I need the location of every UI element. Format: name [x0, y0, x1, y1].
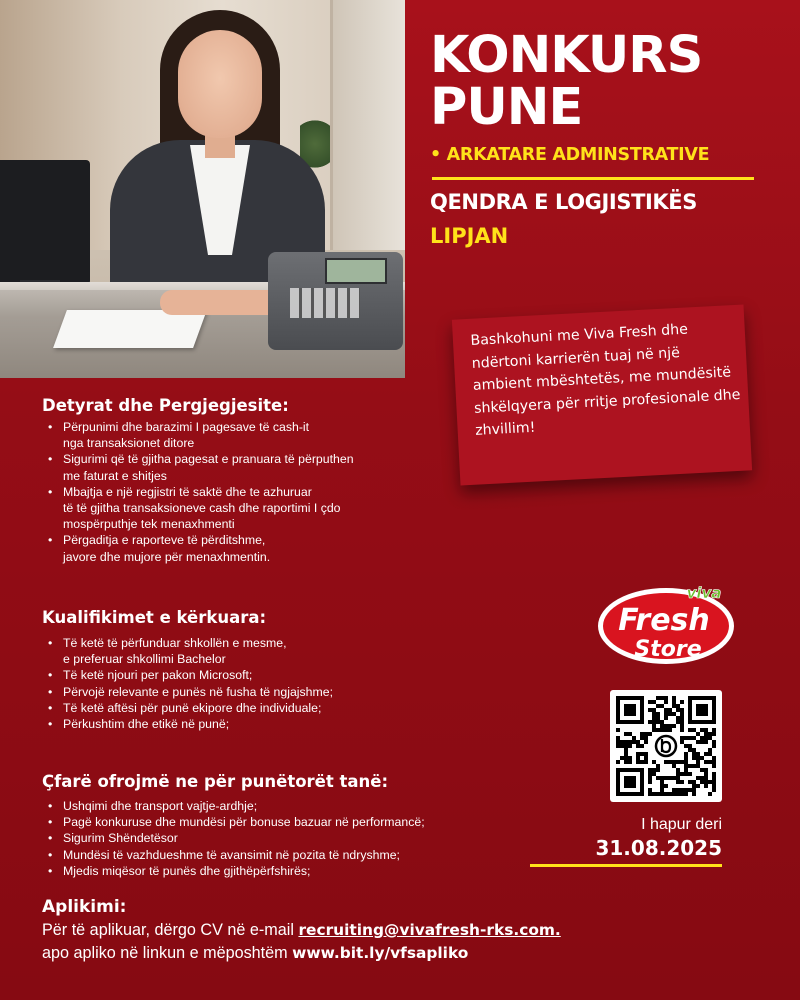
qr-module: [660, 728, 664, 732]
qr-module: [616, 744, 620, 748]
qr-module: [712, 756, 716, 760]
qr-module: [672, 792, 676, 796]
qr-module: [676, 788, 680, 792]
qr-module: [692, 784, 696, 788]
qr-module: [708, 792, 712, 796]
job-position: • ARKATARE ADMINSTRATIVE: [430, 145, 710, 165]
qr-module: [660, 780, 664, 784]
qr-module: [692, 728, 696, 732]
logo-text-fresh: Fresh: [618, 603, 710, 638]
qr-module: [636, 756, 640, 760]
qr-module: [660, 788, 664, 792]
deadline-date: 31.08.2025: [595, 836, 722, 860]
qr-module: [684, 760, 688, 764]
list-item: • Sigurim Shëndetësor: [46, 830, 466, 846]
list-item: • Mundësi të vazhdueshme të avansimit në pozita të ndryshme;: [46, 847, 466, 863]
qr-module: [692, 752, 696, 756]
qr-module: [708, 760, 712, 764]
qr-module: [696, 752, 700, 756]
qr-module: [676, 716, 680, 720]
qr-module: [700, 768, 704, 772]
qr-module: [636, 752, 640, 756]
qr-module: [688, 736, 692, 740]
qr-module: [624, 760, 628, 764]
qr-module: [712, 764, 716, 768]
logistics-center: QENDRA E LOGJISTIKËS: [430, 190, 697, 214]
qr-module: [680, 788, 684, 792]
qr-module: [656, 792, 660, 796]
qr-module: [624, 752, 628, 756]
qr-module: [628, 760, 632, 764]
qr-module: [676, 720, 680, 724]
qr-module: [648, 788, 652, 792]
qr-module: [644, 740, 648, 744]
qr-module: [704, 784, 708, 788]
qr-module: [648, 792, 652, 796]
qr-module: [668, 776, 672, 780]
qr-module: [668, 728, 672, 732]
qr-module: [680, 708, 684, 712]
qr-module: [648, 720, 652, 724]
qr-module: [656, 728, 660, 732]
qr-module: [664, 728, 668, 732]
qr-module: [680, 724, 684, 728]
qualifications-title: Kualifikimet e kërkuara:: [42, 608, 267, 627]
qr-module: [652, 708, 656, 712]
qr-module: [696, 760, 700, 764]
qr-module: [664, 712, 668, 716]
list-item: • Përvojë relevante e punës në fusha të ngjajshme;: [46, 684, 466, 700]
qr-module: [652, 700, 656, 704]
qr-module: [616, 760, 620, 764]
deadline-label: I hapur deri: [641, 816, 722, 833]
qr-module: [700, 728, 704, 732]
qr-module: [696, 764, 700, 768]
qr-module: [708, 732, 712, 736]
qr-module: [712, 728, 716, 732]
list-item: • Të ketë aftësi për punë ekipore dhe individuale;: [46, 700, 466, 716]
qr-module: [680, 712, 684, 716]
qr-module: [696, 732, 700, 736]
qr-module: [660, 792, 664, 796]
qr-module: [676, 780, 680, 784]
qr-module: [664, 792, 668, 796]
photo-monitor: [0, 160, 90, 285]
qr-module: [628, 756, 632, 760]
qr-module: [712, 788, 716, 792]
qr-module: [680, 760, 684, 764]
qr-module: [624, 748, 628, 752]
qr-module: [652, 760, 656, 764]
qr-module: [628, 732, 632, 736]
qr-module: [676, 772, 680, 776]
person-face: [178, 30, 262, 138]
qr-module: [656, 716, 660, 720]
qr-module: [644, 732, 648, 736]
qr-module: [676, 768, 680, 772]
qr-code[interactable]: [610, 690, 722, 802]
qr-module: [696, 776, 700, 780]
qr-module: [688, 744, 692, 748]
qr-module: [624, 740, 628, 744]
qr-module: [668, 760, 672, 764]
duties-title: Detyrat dhe Pergjegjesite:: [42, 396, 289, 415]
qr-module: [680, 728, 684, 732]
qr-module: [688, 748, 692, 752]
cash-register-keys: [290, 288, 360, 318]
apply-link-text: apo apliko në linkun e mëposhtëm: [42, 944, 293, 962]
qr-module: [712, 740, 716, 744]
qr-module: [708, 748, 712, 752]
qr-module: [640, 732, 644, 736]
logo-text-store: Store: [634, 637, 702, 662]
qr-module: [704, 768, 708, 772]
qr-module: [664, 696, 668, 700]
qr-module: [676, 792, 680, 796]
qr-module: [640, 736, 644, 740]
qr-module: [688, 728, 692, 732]
viva-fresh-store-logo: [594, 576, 738, 668]
email-link[interactable]: recruiting@vivafresh-rks.com.: [298, 921, 561, 939]
qr-module: [712, 732, 716, 736]
qr-module: [708, 780, 712, 784]
qr-module: [672, 776, 676, 780]
qr-module: [652, 728, 656, 732]
qr-module: [624, 732, 628, 736]
qr-module: [672, 788, 676, 792]
qr-module: [624, 756, 628, 760]
list-item: • Pagë konkuruse dhe mundësi për bonuse bazuar në performancë;: [46, 814, 466, 830]
qr-module: [660, 724, 664, 728]
qr-module: [648, 708, 652, 712]
qr-module: [652, 724, 656, 728]
qr-module: [712, 772, 716, 776]
qr-module: [684, 764, 688, 768]
logo-text-viva: viva: [686, 584, 722, 602]
qr-module: [656, 696, 660, 700]
qr-module: [652, 720, 656, 724]
qr-module: [624, 744, 628, 748]
qr-module: [616, 740, 620, 744]
qr-module: [636, 740, 640, 744]
qr-module: [684, 768, 688, 772]
qr-module: [644, 760, 648, 764]
qr-module: [636, 760, 640, 764]
list-item: • Ushqimi dhe transport vajtje-ardhje;: [46, 798, 466, 814]
qr-module: [692, 792, 696, 796]
qr-module: [644, 756, 648, 760]
qr-module: [664, 776, 668, 780]
qr-module: [616, 728, 620, 732]
qr-finder-core: [624, 704, 636, 716]
qr-module: [684, 772, 688, 776]
qr-module: [664, 708, 668, 712]
quote-text: Bashkohuni me Viva Fresh dhe ndërtoni karrierën tuaj në një ambient mbështetës, me mundësitë shkëlqyera për rritje profesionale dhe zhvillim!: [470, 321, 741, 439]
qr-module: [664, 784, 668, 788]
headline-line2: PUNE: [430, 78, 583, 137]
qr-module: [712, 776, 716, 780]
qr-module: [632, 736, 636, 740]
qr-module: [676, 708, 680, 712]
qr-module: [628, 744, 632, 748]
qr-module: [680, 740, 684, 744]
qr-module: [660, 720, 664, 724]
qr-module: [648, 732, 652, 736]
qr-module: [652, 792, 656, 796]
qr-module: [684, 788, 688, 792]
qr-module: [708, 736, 712, 740]
qr-module: [652, 768, 656, 772]
qr-module: [680, 780, 684, 784]
qr-module: [656, 768, 660, 772]
qr-module: [684, 752, 688, 756]
qr-module: [664, 760, 668, 764]
list-item: • Mjedis miqësor të punës dhe gjithëpërfshirës;: [46, 863, 466, 879]
qr-module: [676, 704, 680, 708]
qr-module: [696, 740, 700, 744]
list-item: • Të ketë njouri per pakon Microsoft;: [46, 667, 466, 683]
qr-module: [656, 720, 660, 724]
qr-module: [672, 696, 676, 700]
qr-module: [668, 792, 672, 796]
qr-module: [672, 712, 676, 716]
qr-module: [656, 704, 660, 708]
qr-module: [668, 724, 672, 728]
qr-module: [668, 708, 672, 712]
apply-link[interactable]: www.bit.ly/vfsapliko: [292, 944, 469, 962]
duties-list: [46, 419, 466, 565]
offers-title: Çfarë ofrojmë ne për punëtorët tanë:: [42, 772, 389, 791]
qr-module: [680, 720, 684, 724]
qr-finder-core: [696, 704, 708, 716]
qr-module: [692, 736, 696, 740]
list-item: • Përkushtim dhe etikë në punë;: [46, 716, 466, 732]
qr-module: [680, 772, 684, 776]
qr-module: [680, 792, 684, 796]
qr-module: [628, 740, 632, 744]
qr-module: [688, 764, 692, 768]
qr-module: [656, 776, 660, 780]
apply-link-line: [42, 944, 468, 963]
qr-module: [692, 788, 696, 792]
qr-module: [684, 744, 688, 748]
qr-module: [704, 760, 708, 764]
qr-module: [640, 752, 644, 756]
qr-module: [704, 740, 708, 744]
offers-list: [46, 798, 466, 879]
qr-module: [704, 780, 708, 784]
qr-module: [704, 728, 708, 732]
qr-module: [620, 744, 624, 748]
qr-module: [700, 736, 704, 740]
qr-module: [668, 712, 672, 716]
qr-module: [660, 696, 664, 700]
qr-module: [688, 772, 692, 776]
qr-finder-core: [624, 776, 636, 788]
qr-module: [696, 784, 700, 788]
qr-module: [680, 716, 684, 720]
qr-module: [660, 776, 664, 780]
qr-module: [684, 736, 688, 740]
qr-module: [688, 780, 692, 784]
qr-module: [652, 716, 656, 720]
qr-module: [712, 780, 716, 784]
list-item: • Të ketë të përfunduar shkollën e mesme, e preferuar shkollimi Bachelor: [46, 635, 466, 667]
qr-module: [712, 760, 716, 764]
qr-module: [672, 704, 676, 708]
photo-door: [330, 0, 405, 250]
qr-module: [648, 772, 652, 776]
qr-module: [652, 712, 656, 716]
position-underline: [432, 177, 754, 180]
qr-module: [672, 700, 676, 704]
deadline-underline: [530, 864, 722, 867]
qr-module: [700, 740, 704, 744]
qr-module: [664, 716, 668, 720]
qr-module: [684, 756, 688, 760]
qr-module: [652, 772, 656, 776]
qr-module: [712, 744, 716, 748]
qr-module: [660, 784, 664, 788]
qr-module: [712, 784, 716, 788]
qr-module: [640, 744, 644, 748]
qr-module: [692, 756, 696, 760]
qr-module: [672, 760, 676, 764]
qr-module: [708, 752, 712, 756]
qr-module: [704, 776, 708, 780]
cash-register-screen: [325, 258, 387, 284]
qr-module: [692, 764, 696, 768]
qr-module: [664, 724, 668, 728]
qr-module: [636, 744, 640, 748]
qr-module: [688, 788, 692, 792]
qr-module: [700, 776, 704, 780]
apply-title: Aplikimi:: [42, 897, 127, 917]
qr-module: [620, 740, 624, 744]
city: LIPJAN: [430, 224, 509, 248]
qr-module: [648, 700, 652, 704]
qr-module: [692, 780, 696, 784]
qr-module: [704, 736, 708, 740]
qr-module: [620, 756, 624, 760]
qr-module: [704, 772, 708, 776]
qr-module: [700, 780, 704, 784]
qr-module: [648, 780, 652, 784]
qr-module: [644, 752, 648, 756]
cashier-photo: [0, 0, 405, 378]
apply-email-line: [42, 921, 561, 940]
list-item: • Përgaditja e raporteve të përditshme, javore dhe mujore për menaxhmentin.: [46, 532, 466, 564]
qr-module: [672, 724, 676, 728]
qr-module: [676, 760, 680, 764]
qr-module: [648, 776, 652, 780]
qualifications-list: [46, 635, 466, 732]
documents: [53, 310, 207, 348]
qr-module: [656, 712, 660, 716]
qr-module: [696, 756, 700, 760]
list-item: • Përpunimi dhe barazimi I pagesave të cash-it nga transaksionet ditore: [46, 419, 466, 451]
qr-module: [660, 704, 664, 708]
qr-module: [692, 748, 696, 752]
qr-module: [632, 740, 636, 744]
qr-module: [664, 700, 668, 704]
headline-line1: KONKURS: [430, 26, 703, 85]
person-hands: [160, 290, 280, 315]
qr-module: [684, 792, 688, 796]
qr-module: [680, 736, 684, 740]
list-item: • Mbajtja e një regjistri të saktë dhe te azhuruar të të gjitha transaksioneve cash dhe raportimi I çdo mospërputhje tek menaxhmenti: [46, 484, 466, 533]
qr-module: [704, 732, 708, 736]
qr-module: [644, 736, 648, 740]
qr-module: [672, 764, 676, 768]
qr-module: [616, 736, 620, 740]
list-item: • Sigurimi që të gjitha pagesat e pranuara të përputhen me faturat e shitjes: [46, 451, 466, 483]
qr-module: [680, 700, 684, 704]
qr-module: [640, 760, 644, 764]
apply-email-text: Për të aplikuar, dërgo CV në e-mail: [42, 921, 299, 939]
qr-module: [676, 776, 680, 780]
qr-module: [656, 764, 660, 768]
qr-module: [648, 768, 652, 772]
qr-module: [700, 756, 704, 760]
qr-module: [704, 752, 708, 756]
